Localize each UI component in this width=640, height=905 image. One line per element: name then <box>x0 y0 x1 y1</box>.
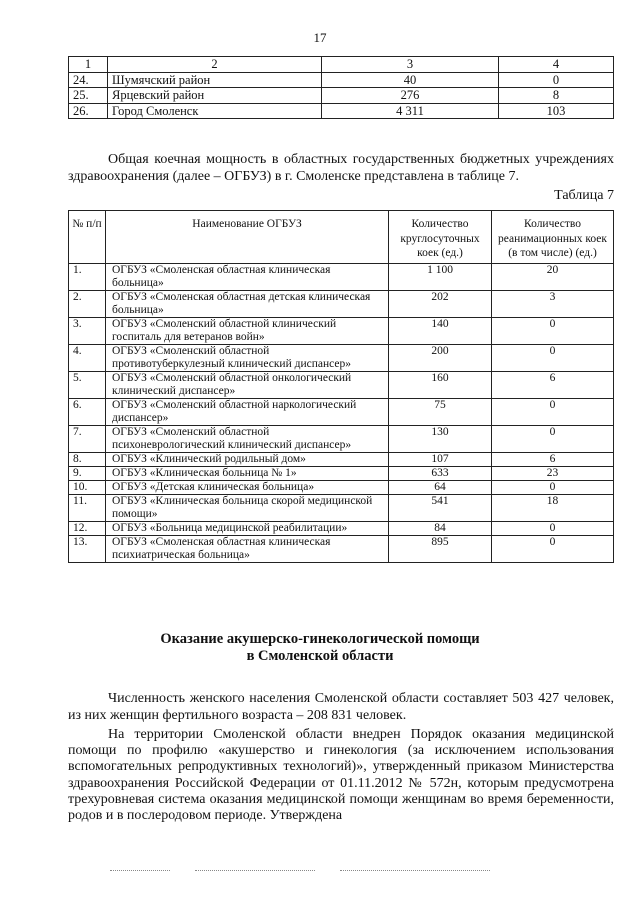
header-cell: 3 <box>322 57 499 73</box>
table-row <box>69 466 614 480</box>
beds-value: 1 100 <box>389 263 492 290</box>
row-number: 1. <box>69 263 106 290</box>
hospital-name: ОГБУЗ «Клиническая больница № 1» <box>106 466 389 480</box>
beds-value: 64 <box>389 480 492 494</box>
beds-value: 107 <box>389 452 492 466</box>
table-row <box>69 344 614 371</box>
icu-value: 103 <box>499 103 614 119</box>
hospital-name: ОГБУЗ «Клиническая больница скорой медицинской помощи» <box>106 494 389 521</box>
table-row <box>69 494 614 521</box>
header-cell: 1 <box>69 57 108 73</box>
row-number: 26. <box>69 103 108 119</box>
district-name: Ярцевский район <box>108 88 322 104</box>
row-number: 12. <box>69 521 106 535</box>
row-number: 24. <box>69 72 108 88</box>
beds-value: 75 <box>389 398 492 425</box>
hospital-name: ОГБУЗ «Смоленский областной клинический госпиталь для ветеранов войн» <box>106 317 389 344</box>
paragraph-female-population: Численность женского населения Смоленской области составляет 503 427 человек, из них женщин фертильного возраста – 208 831 человек. <box>68 691 614 723</box>
icu-value: 0 <box>492 344 614 371</box>
row-number: 9. <box>69 466 106 480</box>
icu-value: 6 <box>492 452 614 466</box>
table-row <box>69 88 614 104</box>
district-beds-table-continuation <box>68 56 614 119</box>
table-caption: Таблица 7 <box>554 188 614 203</box>
icu-value: 0 <box>492 317 614 344</box>
row-number: 25. <box>69 88 108 104</box>
header-cell: 2 <box>108 57 322 73</box>
icu-value: 0 <box>492 425 614 452</box>
table-row <box>69 535 614 562</box>
table-row <box>69 103 614 119</box>
icu-value: 6 <box>492 371 614 398</box>
hospital-name: ОГБУЗ «Смоленская областная детская клиническая больница» <box>106 290 389 317</box>
hospital-name: ОГБУЗ «Смоленская областная клиническая больница» <box>106 263 389 290</box>
beds-value: 202 <box>389 290 492 317</box>
row-number: 4. <box>69 344 106 371</box>
icu-value: 0 <box>492 535 614 562</box>
table-row <box>69 317 614 344</box>
scan-artifact <box>195 870 315 872</box>
icu-value: 8 <box>499 88 614 104</box>
row-number: 11. <box>69 494 106 521</box>
row-number: 3. <box>69 317 106 344</box>
table-row <box>69 521 614 535</box>
beds-value: 84 <box>389 521 492 535</box>
beds-value: 200 <box>389 344 492 371</box>
icu-value: 20 <box>492 263 614 290</box>
hospital-name: ОГБУЗ «Смоленский областной онкологический клинический диспансер» <box>106 371 389 398</box>
district-name: Город Смоленск <box>108 103 322 119</box>
section-heading-line2: в Смоленской области <box>246 648 394 664</box>
table-row <box>69 263 614 290</box>
beds-value: 633 <box>389 466 492 480</box>
paragraph-care-procedure: На территории Смоленской области внедрен Порядок оказания медицинской помощи по профилю «акушерство и гинекология (за исключением использования вспомогательных репродуктивных технологий)», утвержденный приказом Министерства здравоохранения Российской Федерации от 01.11.2012 № 572н, которым предусмотрена трехуровневая система оказания медицинской помощи женщинам во время беременности, родов и в послеродовом периоде. Утверждена <box>68 727 614 824</box>
row-number: 6. <box>69 398 106 425</box>
table-header-row <box>69 211 614 264</box>
beds-value: 160 <box>389 371 492 398</box>
table-row <box>69 425 614 452</box>
beds-value: 140 <box>389 317 492 344</box>
hospital-name: ОГБУЗ «Смоленская областная клиническая психиатрическая больница» <box>106 535 389 562</box>
row-number: 7. <box>69 425 106 452</box>
beds-value: 4 311 <box>322 103 499 119</box>
row-number: 10. <box>69 480 106 494</box>
table-row <box>69 371 614 398</box>
beds-value: 895 <box>389 535 492 562</box>
row-number: 8. <box>69 452 106 466</box>
row-number: 2. <box>69 290 106 317</box>
row-number: 5. <box>69 371 106 398</box>
section-heading: Оказание акушерско-гинекологической помощи <box>160 631 480 647</box>
header-beds: Количество круглосуточных коек (ед.) <box>389 211 492 264</box>
scan-artifact <box>340 870 490 872</box>
header-name: Наименование ОГБУЗ <box>106 211 389 264</box>
beds-value: 276 <box>322 88 499 104</box>
hospital-beds-table <box>68 210 614 563</box>
row-number: 13. <box>69 535 106 562</box>
icu-value: 0 <box>492 480 614 494</box>
scan-artifact <box>110 870 170 872</box>
header-icu: Количество реанимационных коек (в том числе) (ед.) <box>492 211 614 264</box>
hospital-name: ОГБУЗ «Смоленский областной противотуберкулезный клинический диспансер» <box>106 344 389 371</box>
table-header-row <box>69 57 614 73</box>
table-row <box>69 452 614 466</box>
icu-value: 3 <box>492 290 614 317</box>
table-body <box>69 263 614 562</box>
paragraph-bed-capacity: Общая коечная мощность в областных государственных бюджетных учреждениях здравоохранения (далее – ОГБУЗ) в г. Смоленске представлена в таблице 7. <box>68 152 614 184</box>
table-row <box>69 480 614 494</box>
hospital-name: ОГБУЗ «Детская клиническая больница» <box>106 480 389 494</box>
hospital-name: ОГБУЗ «Смоленский областной наркологический диспансер» <box>106 398 389 425</box>
table-row <box>69 398 614 425</box>
icu-value: 0 <box>499 72 614 88</box>
icu-value: 0 <box>492 398 614 425</box>
header-cell: 4 <box>499 57 614 73</box>
hospital-name: ОГБУЗ «Клинический родильный дом» <box>106 452 389 466</box>
hospital-name: ОГБУЗ «Смоленский областной психоневрологический клинический диспансер» <box>106 425 389 452</box>
table-row <box>69 290 614 317</box>
beds-value: 541 <box>389 494 492 521</box>
header-num: № п/п <box>69 211 106 264</box>
beds-value: 40 <box>322 72 499 88</box>
beds-value: 130 <box>389 425 492 452</box>
table-row <box>69 72 614 88</box>
icu-value: 18 <box>492 494 614 521</box>
icu-value: 23 <box>492 466 614 480</box>
icu-value: 0 <box>492 521 614 535</box>
page-number: 17 <box>313 30 327 45</box>
district-name: Шумячский район <box>108 72 322 88</box>
hospital-name: ОГБУЗ «Больница медицинской реабилитации» <box>106 521 389 535</box>
